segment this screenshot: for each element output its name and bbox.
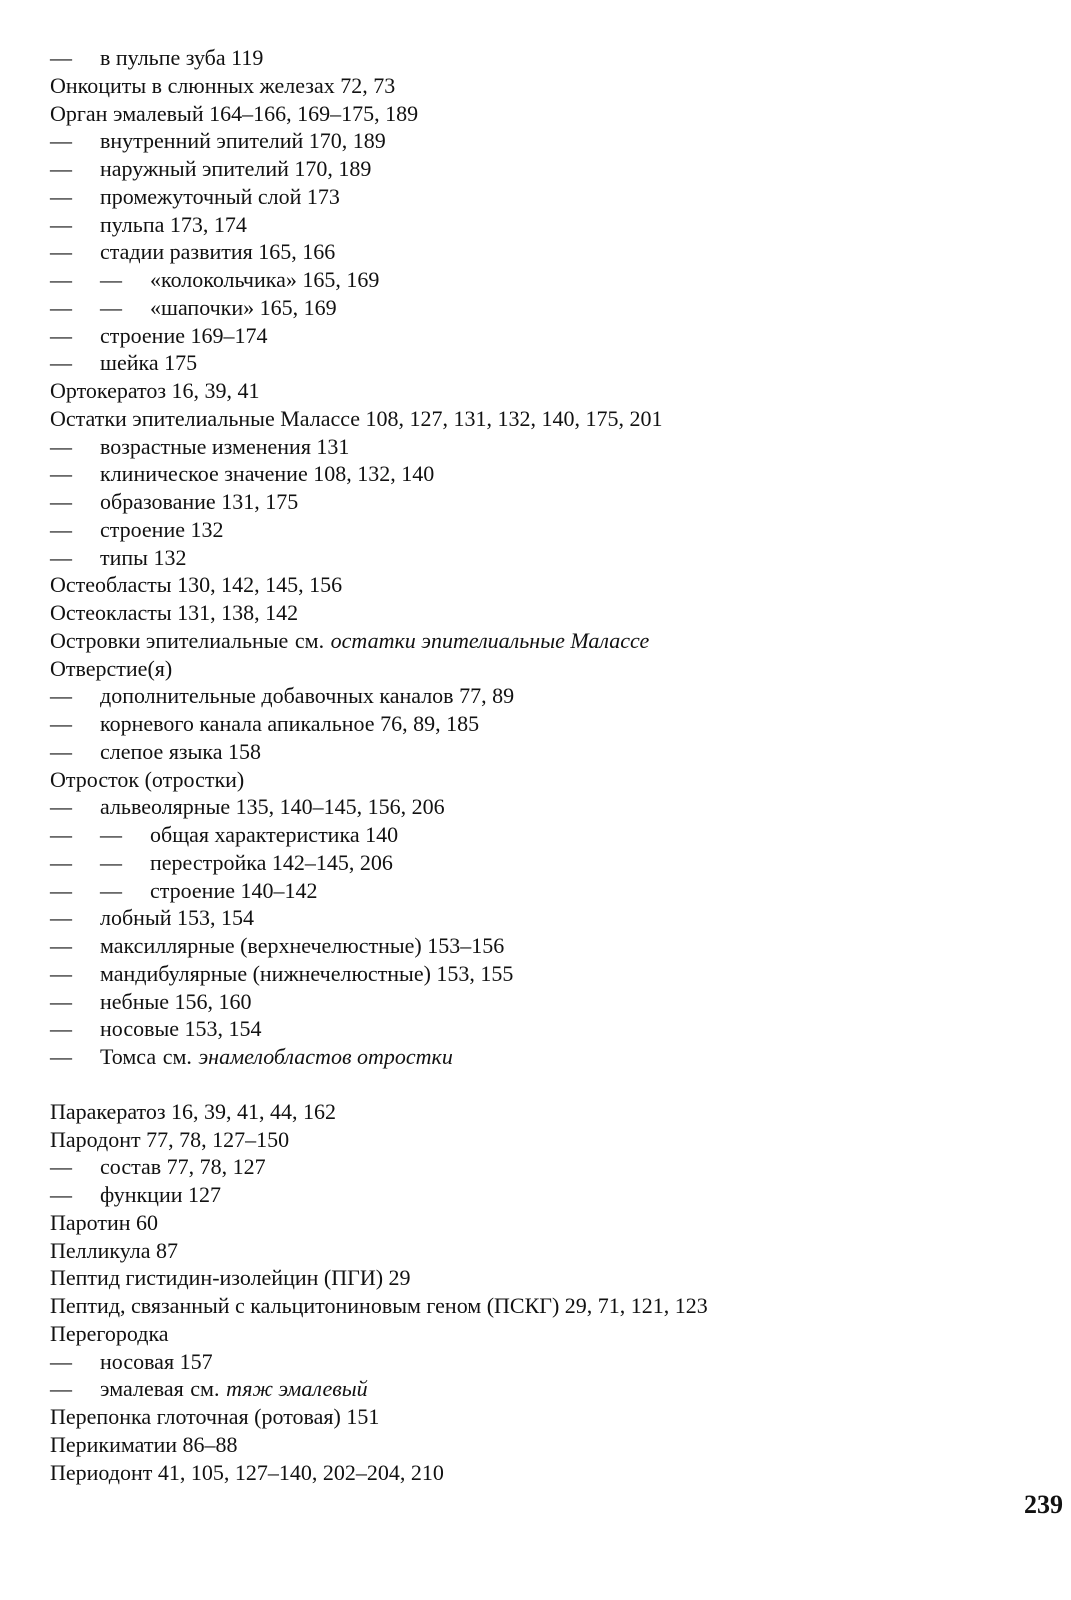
entry-text: Остеобласты 130, 142, 145, 156 bbox=[50, 572, 343, 598]
entry-text: лобный 153, 154 bbox=[100, 905, 254, 931]
index-subentry bbox=[50, 488, 1040, 516]
entry-text: Ортокератоз 16, 39, 41 bbox=[50, 378, 260, 403]
entry-dash bbox=[50, 433, 100, 461]
entry-dash bbox=[50, 127, 100, 155]
entry-text: Паротин 60 bbox=[50, 1209, 159, 1235]
entry-text: внутренний эпителий 170, 189 bbox=[100, 128, 386, 154]
entry-text: стадии развития 165, 166 bbox=[100, 239, 336, 265]
index-page bbox=[50, 44, 1040, 1574]
entry-text: строение 132 bbox=[100, 516, 224, 542]
entry-dash bbox=[50, 294, 100, 322]
entry-dash bbox=[50, 1043, 100, 1071]
entry-text: Островки эпителиальные bbox=[50, 627, 289, 653]
index-entry bbox=[50, 1264, 1040, 1292]
entry-dash bbox=[50, 849, 100, 877]
entry-dash bbox=[50, 1181, 100, 1209]
index-subentry bbox=[50, 1181, 1040, 1209]
index-subentry bbox=[50, 849, 1040, 877]
entry-dash bbox=[50, 460, 100, 488]
index-entry bbox=[50, 72, 1040, 100]
entry-text: Томса bbox=[100, 1044, 157, 1069]
entry-dash bbox=[100, 266, 150, 294]
index-subentry bbox=[50, 183, 1040, 211]
index-entry bbox=[50, 599, 1040, 627]
entry-text: носовые 153, 154 bbox=[100, 1016, 262, 1042]
see-reference-target: энамелобластов отростки bbox=[198, 1044, 453, 1069]
entry-dash bbox=[50, 238, 100, 266]
entry-text: Орган эмалевый 164–166, 169–175, 189 bbox=[50, 100, 419, 126]
entry-text: Онкоциты в слюнных железах 72, 73 bbox=[50, 72, 396, 98]
entry-text: Остеокласты 131, 138, 142 bbox=[50, 600, 299, 625]
index-subentry bbox=[50, 238, 1040, 266]
index-entry bbox=[50, 1403, 1040, 1431]
subject-index-list bbox=[50, 44, 1040, 1486]
index-subentry bbox=[50, 433, 1040, 461]
entry-dash bbox=[50, 988, 100, 1016]
index-subentry bbox=[50, 127, 1040, 155]
entry-text: строение 140–142 bbox=[150, 877, 318, 903]
index-subentry bbox=[50, 1375, 1040, 1403]
entry-text: наружный эпителий 170, 189 bbox=[100, 156, 372, 181]
index-entry bbox=[50, 1126, 1040, 1154]
entry-dash bbox=[50, 488, 100, 516]
entry-dash bbox=[50, 932, 100, 960]
entry-text: дополнительные добавочных каналов 77, 89 bbox=[100, 683, 515, 709]
entry-text: слепое языка 158 bbox=[100, 738, 262, 764]
entry-text: типы 132 bbox=[100, 544, 187, 570]
index-subentry bbox=[50, 294, 1040, 322]
entry-text: мандибулярные (нижнечелюстные) 153, 155 bbox=[100, 960, 514, 986]
index-subentry bbox=[50, 211, 1040, 239]
index-subentry bbox=[50, 516, 1040, 544]
entry-text: шейка 175 bbox=[100, 350, 198, 376]
entry-dash bbox=[50, 516, 100, 544]
index-entry bbox=[50, 1320, 1040, 1348]
index-subentry bbox=[50, 682, 1040, 710]
index-subentry bbox=[50, 988, 1040, 1016]
entry-dash bbox=[100, 877, 150, 905]
entry-text: в пульпе зуба 119 bbox=[100, 45, 264, 70]
entry-dash bbox=[50, 738, 100, 766]
page-number: 239 bbox=[1024, 1490, 1063, 1519]
entry-text: «колокольчика» 165, 169 bbox=[150, 267, 380, 292]
entry-text: носовая 157 bbox=[100, 1348, 213, 1374]
index-subentry bbox=[50, 322, 1040, 350]
entry-text: возрастные изменения 131 bbox=[100, 433, 350, 459]
index-entry bbox=[50, 571, 1040, 599]
index-subentry bbox=[50, 349, 1040, 377]
see-reference-label: см. bbox=[162, 1044, 192, 1069]
entry-dash bbox=[100, 294, 150, 322]
index-subentry bbox=[50, 710, 1040, 738]
index-entry bbox=[50, 1431, 1040, 1459]
entry-text: Перикиматии 86–88 bbox=[50, 1431, 238, 1457]
entry-text: Пептид гистидин-изолейцин (ПГИ) 29 bbox=[50, 1265, 411, 1291]
entry-dash bbox=[50, 1153, 100, 1181]
see-reference-target: тяж эмалевый bbox=[226, 1376, 368, 1402]
index-subentry bbox=[50, 821, 1040, 849]
entry-text: функции 127 bbox=[100, 1182, 221, 1207]
entry-text: Пептид, связанный с кальцитониновым геном (ПСКГ) 29, 71, 121, 123 bbox=[50, 1293, 708, 1318]
entry-text: Пелликула 87 bbox=[50, 1237, 179, 1263]
entry-dash bbox=[50, 266, 100, 294]
entry-dash bbox=[50, 183, 100, 211]
entry-dash bbox=[50, 904, 100, 932]
index-subentry bbox=[50, 44, 1040, 72]
entry-dash bbox=[100, 821, 150, 849]
entry-text: строение 169–174 bbox=[100, 322, 268, 348]
index-subentry bbox=[50, 738, 1040, 766]
index-entry bbox=[50, 1237, 1040, 1265]
index-subentry bbox=[50, 932, 1040, 960]
entry-text: «шапочки» 165, 169 bbox=[150, 294, 337, 320]
entry-dash bbox=[50, 322, 100, 350]
entry-text: корневого канала апикальное 76, 89, 185 bbox=[100, 711, 480, 736]
entry-text: состав 77, 78, 127 bbox=[100, 1154, 266, 1180]
index-entry bbox=[50, 377, 1040, 405]
entry-dash bbox=[50, 960, 100, 988]
entry-text: Перегородка bbox=[50, 1320, 169, 1346]
entry-text: пульпа 173, 174 bbox=[100, 211, 247, 237]
entry-dash bbox=[50, 349, 100, 377]
index-subentry bbox=[50, 793, 1040, 821]
entry-text: Паракератоз 16, 39, 41, 44, 162 bbox=[50, 1098, 337, 1124]
entry-dash bbox=[50, 44, 100, 72]
entry-dash bbox=[50, 544, 100, 572]
entry-text: альвеолярные 135, 140–145, 156, 206 bbox=[100, 794, 445, 820]
entry-text: общая характеристика 140 bbox=[150, 822, 399, 847]
index-entry bbox=[50, 655, 1040, 683]
see-reference-label: см. bbox=[294, 627, 325, 653]
index-entry bbox=[50, 1098, 1040, 1126]
index-subentry bbox=[50, 155, 1040, 183]
entry-dash bbox=[50, 211, 100, 239]
index-subentry bbox=[50, 544, 1040, 572]
entry-text: образование 131, 175 bbox=[100, 489, 299, 514]
entry-text: Остатки эпителиальные Малассе 108, 127, 131, 132, 140, 175, 201 bbox=[50, 405, 663, 431]
entry-text: перестройка 142–145, 206 bbox=[150, 849, 393, 875]
entry-dash bbox=[50, 877, 100, 905]
entry-text: Периодонт 41, 105, 127–140, 202–204, 210 bbox=[50, 1459, 444, 1485]
entry-text: Отросток (отростки) bbox=[50, 766, 245, 792]
entry-dash bbox=[50, 793, 100, 821]
entry-text: клиническое значение 108, 132, 140 bbox=[100, 461, 435, 487]
index-subentry bbox=[50, 1153, 1040, 1181]
see-reference-target: остатки эпителиальные Малассе bbox=[330, 627, 650, 653]
entry-dash bbox=[50, 710, 100, 738]
index-subentry bbox=[50, 960, 1040, 988]
index-entry bbox=[50, 100, 1040, 128]
entry-dash bbox=[50, 1348, 100, 1376]
index-entry bbox=[50, 766, 1040, 794]
index-subentry bbox=[50, 877, 1040, 905]
entry-text: промежуточный слой 173 bbox=[100, 183, 340, 209]
index-entry bbox=[50, 405, 1040, 433]
entry-text: Пародонт 77, 78, 127–150 bbox=[50, 1126, 290, 1152]
entry-text: Отверстие(я) bbox=[50, 655, 173, 681]
index-entry bbox=[50, 1459, 1040, 1487]
entry-dash bbox=[100, 849, 150, 877]
entry-text: небные 156, 160 bbox=[100, 988, 252, 1014]
entry-text: Перепонка глоточная (ротовая) 151 bbox=[50, 1404, 380, 1429]
entry-dash bbox=[50, 1015, 100, 1043]
index-subentry bbox=[50, 1015, 1040, 1043]
entry-dash bbox=[50, 682, 100, 710]
entry-text: максиллярные (верхнечелюстные) 153–156 bbox=[100, 933, 505, 958]
entry-dash bbox=[50, 821, 100, 849]
index-entry bbox=[50, 627, 1040, 655]
index-subentry bbox=[50, 1043, 1040, 1071]
index-subentry bbox=[50, 904, 1040, 932]
index-subentry bbox=[50, 460, 1040, 488]
index-subentry bbox=[50, 266, 1040, 294]
index-entry bbox=[50, 1209, 1040, 1237]
index-subentry bbox=[50, 1348, 1040, 1376]
entry-dash bbox=[50, 155, 100, 183]
entry-dash bbox=[50, 1375, 100, 1403]
index-entry bbox=[50, 1292, 1040, 1320]
see-reference-label: см. bbox=[190, 1376, 220, 1402]
entry-text: эмалевая bbox=[100, 1376, 184, 1402]
